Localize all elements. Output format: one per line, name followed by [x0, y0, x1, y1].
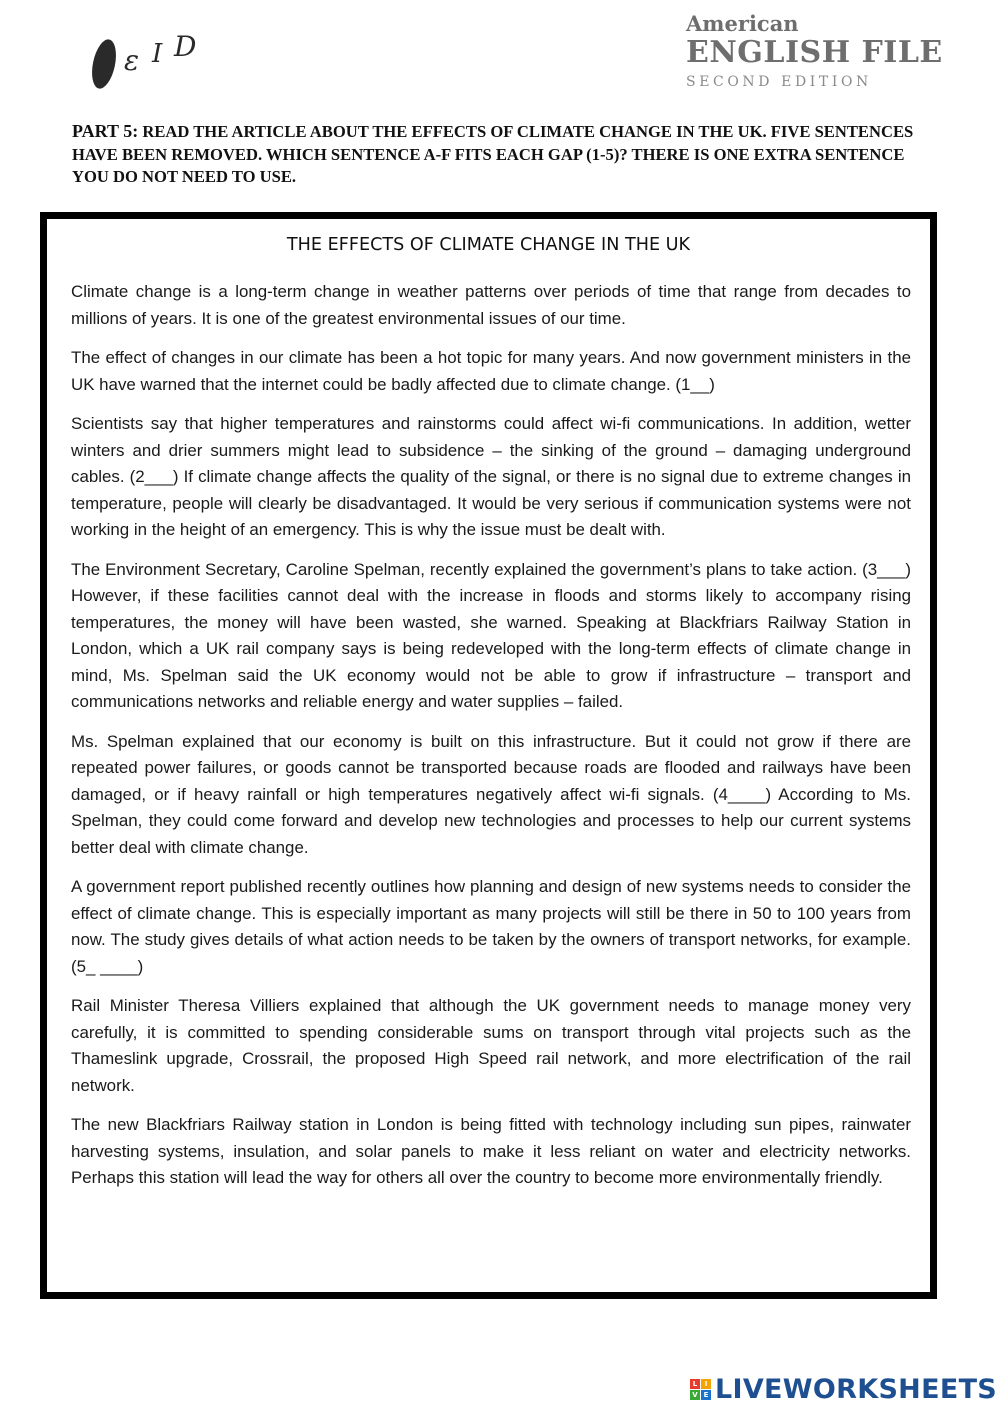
article-paragraph: Rail Minister Theresa Villiers explained that although the UK government needs to manage money very carefully, it is committed to spending considerable sums on transport through vital projects such as the Thameslink upgrade, Crossrail, the proposed High Speed rail network, and more electrification of the rail network.	[71, 996, 911, 1095]
ceid-logo	[90, 28, 220, 98]
instructions-text: READ THE ARTICLE ABOUT THE EFFECTS OF CLIMATE CHANGE IN THE UK. FIVE SENTENCES HAVE BEEN REMOVED. WHICH SENTENCE A-F FITS EACH GAP (1-5)? THERE IS ONE EXTRA SENTENCE YOU DO NOT NEED TO USE.	[72, 122, 914, 186]
article-paragraph: The Environment Secretary, Caroline Spelman, recently explained the government’s plans to take action. (3___) However, if these facilities cannot deal with the increase in floods and storms likely to accompany rising temperatures, the money will have been wasted, she warned. Speaking at Blackfriars Railway Station in London, which a UK rail company says is being redeveloped with the long-term effects of climate change in mind, Ms. Spelman said the UK economy would not be able to grow if infrastructure – transport and communications networks and reliable energy and water supplies – failed.	[71, 559, 911, 711]
article-paragraph: The new Blackfriars Railway station in London is being fitted with technology including sun pipes, rainwater harvesting systems, insulation, and solar panels to make it less reliant on water and electricity networks. Perhaps this station will lead the way for others all over the country to become more environmentally friendly.	[71, 1115, 911, 1187]
badge-letter: I	[701, 1379, 711, 1389]
article-box	[40, 212, 937, 1299]
badge-letter: E	[701, 1390, 711, 1400]
article-paragraph: Climate change is a long-term change in weather patterns over periods of time that range from decades to millions of years. It is one of the greatest environmental issues of our time.	[71, 282, 911, 328]
brand-line-title: ENGLISH FILE	[686, 35, 943, 70]
badge-letter: V	[690, 1390, 700, 1400]
brand-line-american: American	[686, 11, 799, 36]
article-paragraph: Ms. Spelman explained that our economy is built on this infrastructure. But it could not grow if there are repeated power failures, or goods cannot be transported because roads are flooded and railways have been damaged, or if heavy rainfall or high temperatures negatively affect wi-fi signals. (4____) According to Ms. Spelman, they could come forward and develop new technologies and processes to help our current systems better deal with climate change.	[71, 731, 911, 857]
task-instructions	[72, 120, 932, 189]
article-paragraph: Scientists say that higher temperatures and rainstorms could affect wi-fi communications. In addition, wetter winters and drier summers might lead to subsidence – the sinking of the ground – damaging underground cables. (2___) If climate change affects the quality of the signal, or there is no signal due to extreme changes in temperature, people will clearly be disadvantaged. It would be very serious if communication systems were not working in the height of an emergency. This is why the issue must be dealt with.	[71, 414, 911, 539]
badge-letter: L	[690, 1379, 700, 1389]
part-label: PART 5:	[72, 121, 139, 141]
svg-text:D: D	[174, 30, 197, 63]
brand-line-edition: SECOND EDITION	[686, 74, 872, 90]
american-english-file-logo	[686, 12, 946, 92]
article-paragraph: The effect of changes in our climate has been a hot topic for many years. And now government ministers in the UK have warned that the internet could be badly affected due to climate change. (1__)	[71, 348, 911, 394]
ceid-logo-label	[220, 28, 221, 29]
article-body	[71, 279, 911, 1205]
liveworksheets-badge-icon	[690, 1379, 711, 1400]
svg-text:ε: ε	[124, 44, 140, 77]
liveworksheets-wordmark: LIVEWORKSHEETS	[715, 1373, 998, 1405]
article-paragraph: A government report published recently outlines how planning and design of new systems needs to consider the effect of climate change. This is especially important as many projects will still be there in 50 to 100 years from now. The study gives details of what action needs to be taken by the owners of transport networks, for example. (5_ ____)	[71, 877, 911, 976]
article-title: THE EFFECTS OF CLIMATE CHANGE IN THE UK	[286, 235, 691, 255]
svg-text:I: I	[152, 39, 163, 69]
liveworksheets-logo[interactable]	[690, 1372, 997, 1406]
